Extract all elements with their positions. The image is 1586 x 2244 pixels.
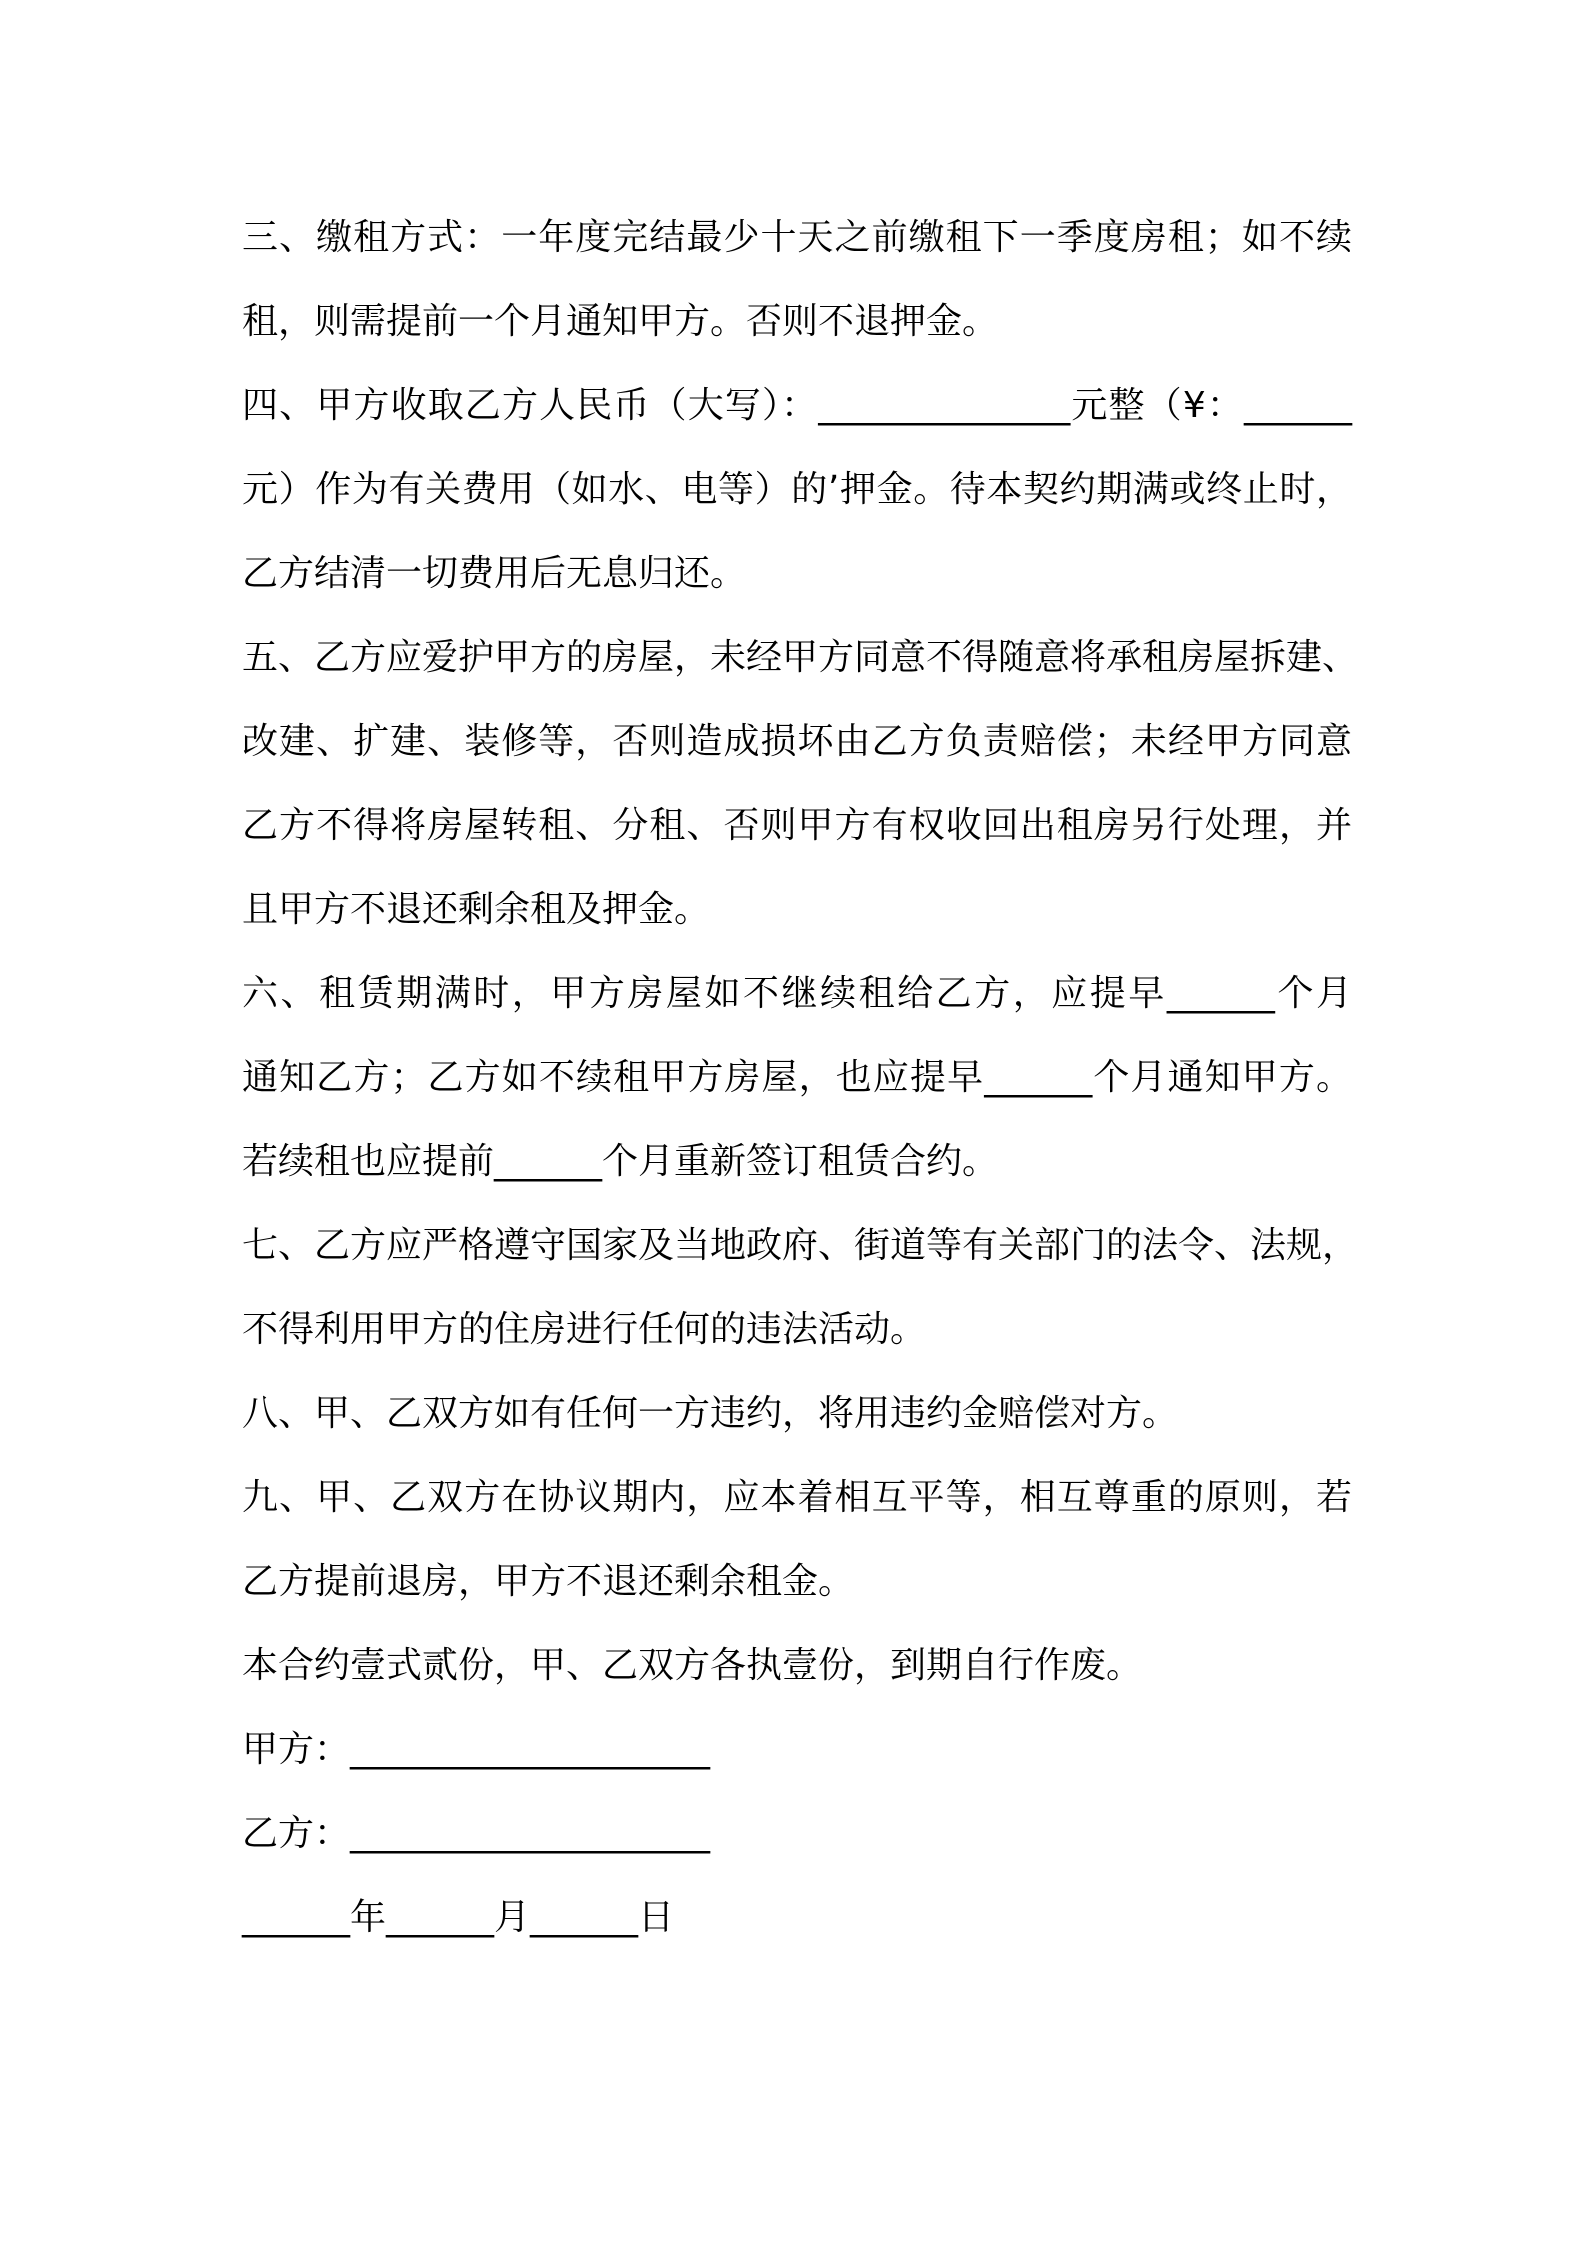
clause-5-line-4: 且甲方不退还剩余租及押金。 <box>242 889 711 930</box>
clause-9-line-1: 九、甲、乙双方在协议期内，应本着相互平等，相互尊重的原则，若 <box>242 1477 1352 1518</box>
clause-5-line-1: 五、乙方应爱护甲方的房屋，未经甲方同意不得随意将承租房屋拆建、 <box>242 637 1359 678</box>
clause-7-line-1: 七、乙方应严格遵守国家及当地政府、街道等有关部门的法令、法规， <box>242 1225 1359 1266</box>
party-b-signature-line: 乙方：____________________ <box>242 1813 711 1854</box>
clause-9-line-2: 乙方提前退房，甲方不退还剩余租金。 <box>242 1561 855 1602</box>
clause-5-line-2: 改建、扩建、装修等，否则造成损坏由乙方负责赔偿；未经甲方同意 <box>242 721 1352 762</box>
clause-3-line-2: 租，则需提前一个月通知甲方。否则不退押金。 <box>242 301 999 342</box>
clause-8-line-1: 八、甲、乙双方如有任何一方违约，将用违约金赔偿对方。 <box>242 1393 1179 1434</box>
clause-4-line-1: 四、甲方收取乙方人民币（大写）：______________元整（¥：______ <box>242 385 1352 426</box>
clause-3-line-1: 三、缴租方式：一年度完结最少十天之前缴租下一季度房租；如不续 <box>242 217 1352 258</box>
clause-7-line-2: 不得利用甲方的住房进行任何的违法活动。 <box>242 1309 927 1350</box>
contract-copies-statement: 本合约壹式贰份，甲、乙双方各执壹份，到期自行作废。 <box>242 1645 1143 1686</box>
clause-5-line-3: 乙方不得将房屋转租、分租、否则甲方有权收回出租房另行处理，并 <box>242 805 1352 846</box>
party-a-signature-line: 甲方：____________________ <box>242 1729 711 1770</box>
clause-4-line-3: 乙方结清一切费用后无息归还。 <box>242 553 747 594</box>
clause-6-line-1: 六、租赁期满时，甲方房屋如不继续租给乙方，应提早______个月 <box>242 973 1352 1014</box>
clause-6-line-2: 通知乙方；乙方如不续租甲方房屋，也应提早______个月通知甲方。 <box>242 1057 1352 1098</box>
contract-text <box>242 196 1359 1960</box>
date-line: ______年______月______日 <box>242 1897 674 1938</box>
clause-4-line-2: 元）作为有关费用（如水、电等）的’押金。待本契约期满或终止时， <box>242 469 1352 510</box>
clause-6-line-3: 若续租也应提前______个月重新签订租赁合约。 <box>242 1141 999 1182</box>
